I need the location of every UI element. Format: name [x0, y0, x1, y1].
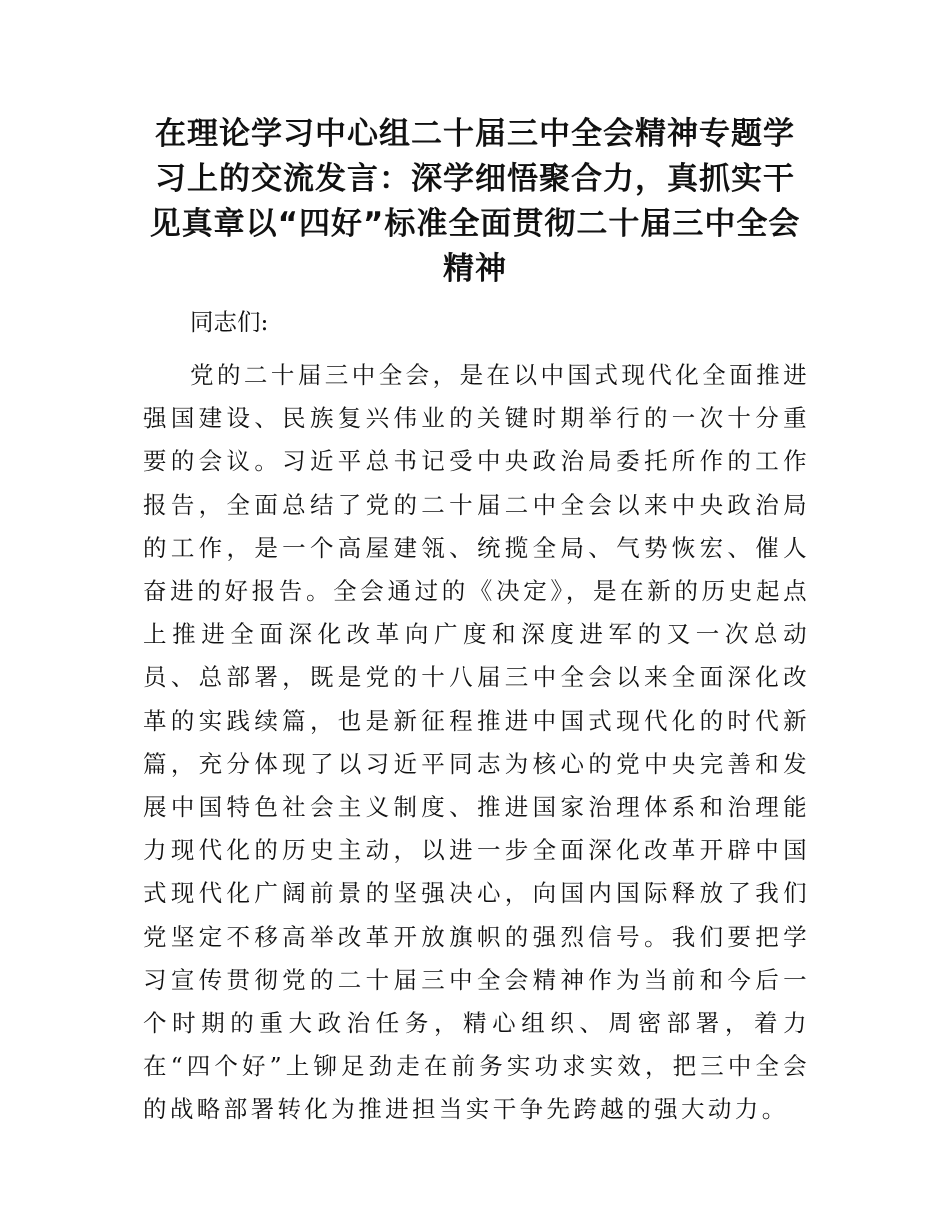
document-title: 在理论学习中心组二十届三中全会精神专题学习上的交流发言：深学细悟聚合力，真抓实干见真章以“四好”标准全面贯彻二十届三中全会精神 [149, 116, 801, 287]
salutation: 同志们: [190, 308, 269, 336]
body-paragraph: 党的二十届三中全会，是在以中国式现代化全面推进强国建设、民族复兴伟业的关键时期举行的一次十分重要的会议。习近平总书记受中央政治局委托所作的工作报告，全面总结了党的二十届二中全会以来中央政治局的工作，是一个高屋建瓴、统揽全局、气势恢宏、催人奋进的好报告。全会通过的《决定》，是在新的历史起点上推进全面深化改革向广度和深度进军的又一次总动员、总部署，既是党的十八届三中全会以来全面深化改革的实践续篇，也是新征程推进中国式现代化的时代新篇，充分体现了以习近平同志为核心的党中央完善和发展中国特色社会主义制度、推进国家治理体系和治理能力现代化的历史主动，以进一步全面深化改革开辟中国式现代化广阔前景的坚强决心，向国内国际释放了我们党坚定不移高举改革开放旗帜的强烈信号。我们要把学习宣传贯彻党的二十届三中全会精神作为当前和今后一个时期的重大政治任务，精心组织、周密部署，着力在“四个好”上铆足劲走在前务实功求实效，把三中全会的战略部署转化为推进担当实干争先跨越的强大动力。 [143, 361, 810, 1124]
document-body [143, 300, 810, 1132]
